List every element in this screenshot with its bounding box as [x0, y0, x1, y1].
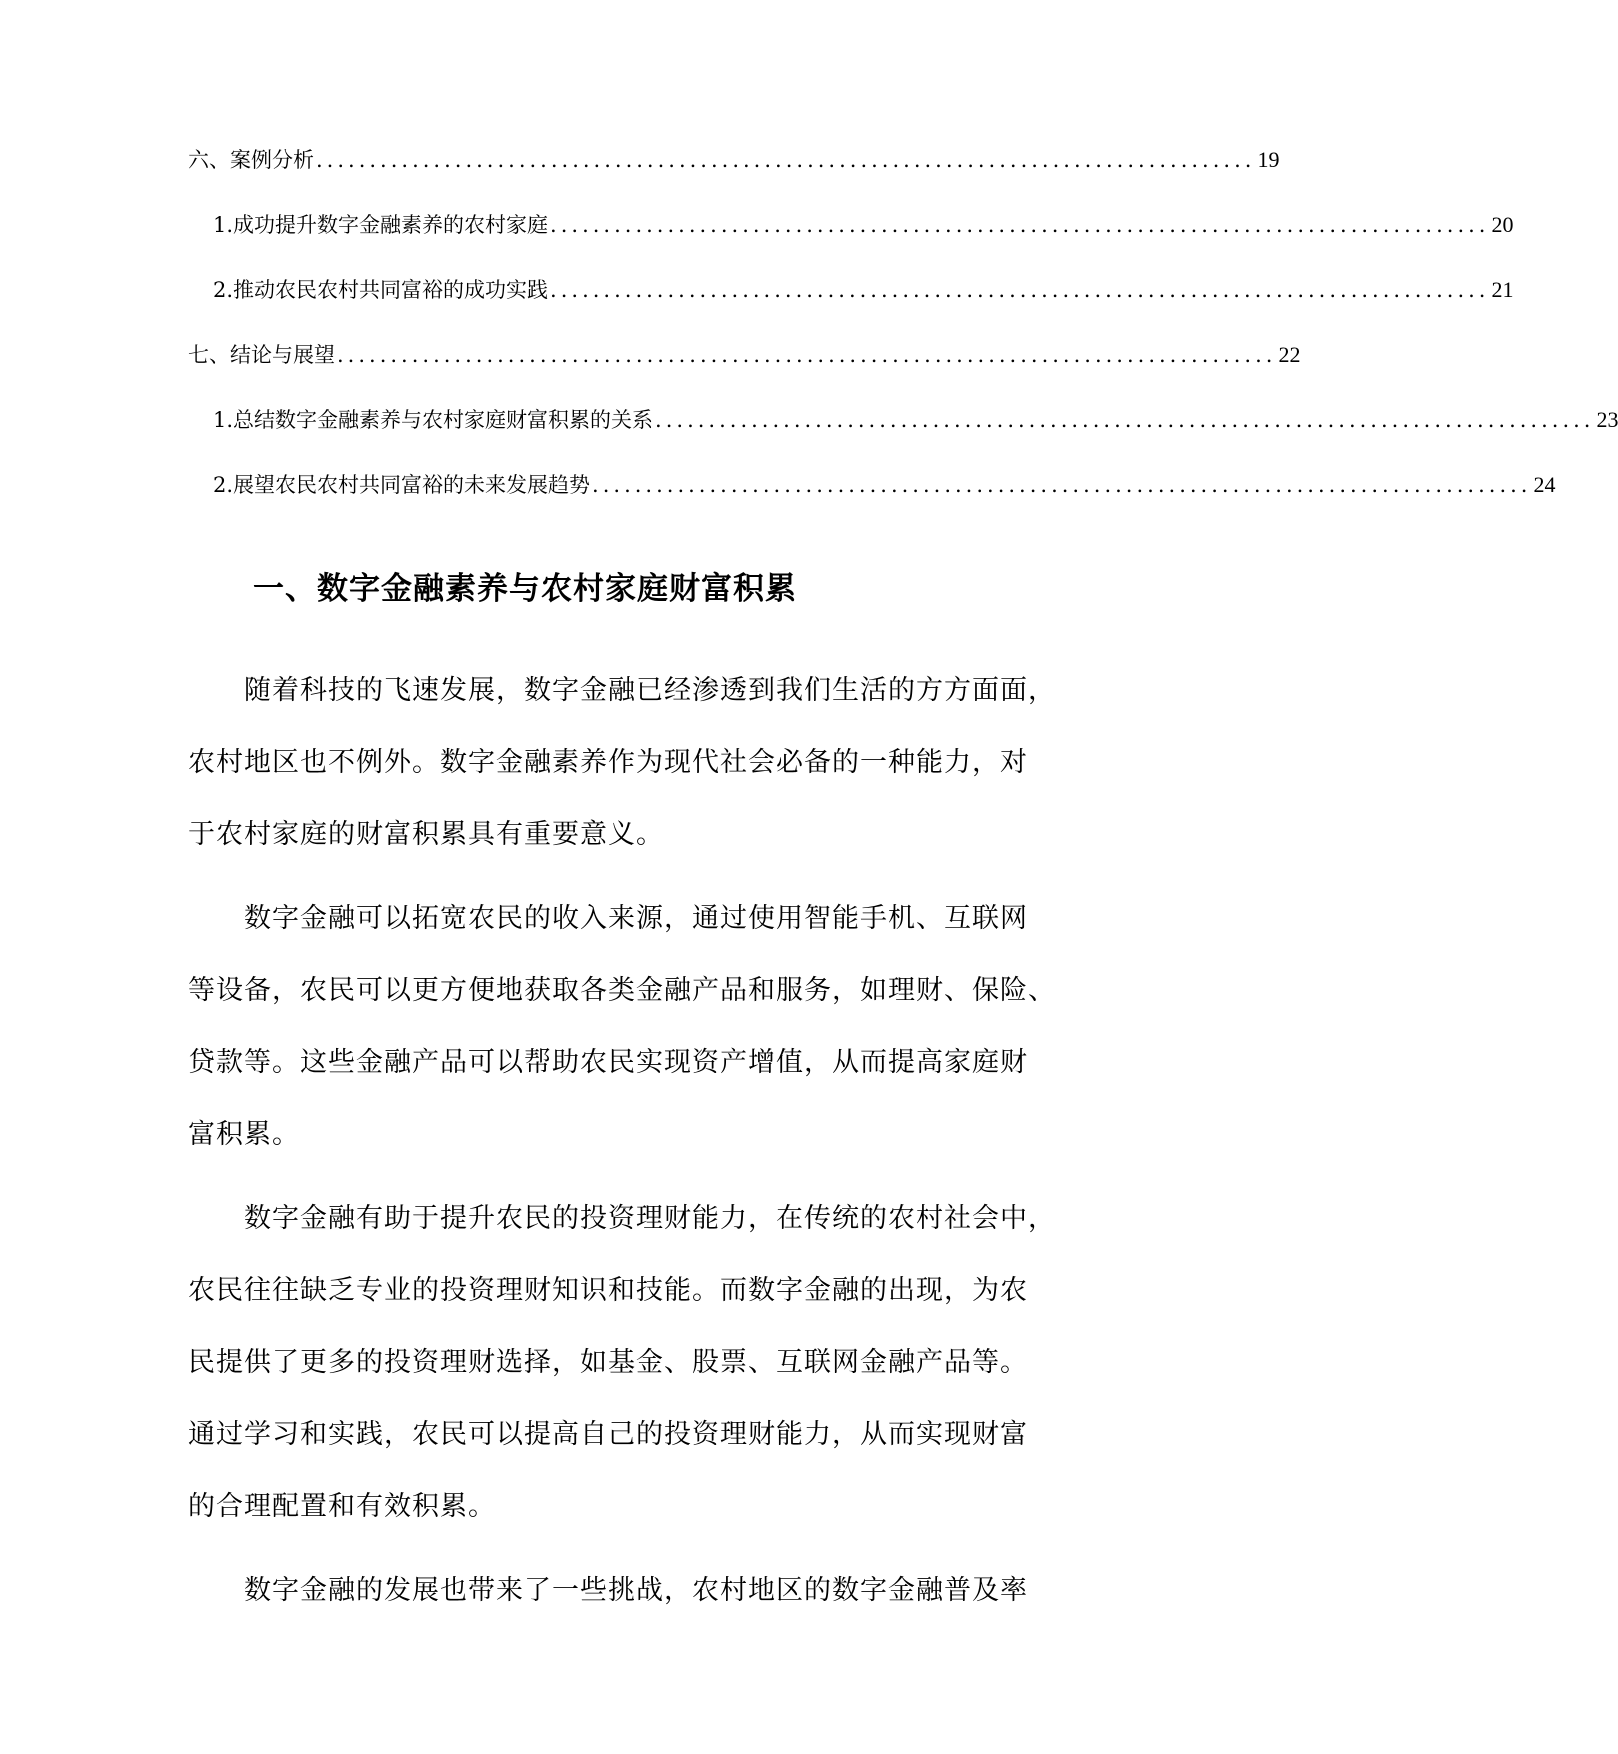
toc-leader-dots: ........................................................................................: [550, 213, 1490, 237]
paragraph: [188, 1555, 1048, 1627]
toc-entry-page: 20: [1491, 212, 1514, 237]
toc-leader-dots: ........................................................................................: [592, 473, 1532, 497]
toc-entry-label: 展望农民农村共同富裕的未来发展趋势: [233, 473, 591, 497]
paragraph-line: 农民往往缺乏专业的投资理财知识和技能。而数字金融的出现，为农: [188, 1275, 1028, 1306]
toc-entry[interactable]: [188, 340, 1301, 405]
toc-entry-page: 19: [1257, 147, 1280, 172]
section-heading: 一、数字金融素养与农村家庭财富积累: [253, 571, 797, 607]
paragraph-line: 随着科技的飞速发展，数字金融已经渗透到我们生活的方方面面，: [244, 675, 1056, 706]
toc-entry-label: 六、案例分析: [188, 148, 314, 172]
toc-entry-label: 总结数字金融素养与农村家庭财富积累的关系: [233, 408, 654, 432]
toc-entry[interactable]: [188, 405, 1618, 470]
toc-entry-number: 1.: [213, 213, 234, 237]
toc-entry-number: 2.: [213, 473, 234, 497]
paragraph-line: 富积累。: [188, 1119, 300, 1150]
paragraph-line: 数字金融有助于提升农民的投资理财能力，在传统的农村社会中，: [244, 1203, 1056, 1234]
toc-entry[interactable]: [188, 275, 1514, 340]
paragraph: [188, 655, 1056, 871]
paragraph-line: 数字金融可以拓宽农民的收入来源，通过使用智能手机、互联网: [244, 903, 1028, 934]
paragraph-line: 农村地区也不例外。数字金融素养作为现代社会必备的一种能力，对: [188, 747, 1028, 778]
paragraph-line: 贷款等。这些金融产品可以帮助农民实现资产增值，从而提高家庭财: [188, 1047, 1028, 1078]
paragraph-line: 数字金融的发展也带来了一些挑战，农村地区的数字金融普及率: [244, 1575, 1028, 1606]
toc-entry-label: 七、结论与展望: [188, 343, 335, 367]
toc-entry[interactable]: [188, 210, 1514, 275]
table-of-contents: [188, 145, 1618, 535]
toc-entry-label: 成功提升数字金融素养的农村家庭: [233, 213, 549, 237]
toc-entry[interactable]: [188, 145, 1280, 210]
toc-entry-page: 22: [1278, 342, 1301, 367]
paragraph-line: 等设备，农民可以更方便地获取各类金融产品和服务，如理财、保险、: [188, 975, 1056, 1006]
toc-entry-page: 21: [1491, 277, 1514, 302]
paragraph-line: 民提供了更多的投资理财选择，如基金、股票、互联网金融产品等。: [188, 1347, 1028, 1378]
toc-leader-dots: ........................................................................................: [550, 278, 1490, 302]
toc-entry-label: 推动农民农村共同富裕的成功实践: [233, 278, 549, 302]
paragraph-line: 通过学习和实践，农民可以提高自己的投资理财能力，从而实现财富: [188, 1419, 1028, 1450]
toc-leader-dots: ........................................................................................: [655, 408, 1595, 432]
toc-entry-page: 24: [1533, 472, 1556, 497]
toc-entry[interactable]: [188, 470, 1556, 535]
paragraph: [188, 1183, 1056, 1543]
paragraph: [188, 883, 1056, 1171]
toc-entry-number: 1.: [213, 408, 234, 432]
paragraph-line: 的合理配置和有效积累。: [188, 1491, 496, 1522]
paragraph-line: 于农村家庭的财富积累具有重要意义。: [188, 819, 664, 850]
toc-entry-number: 2.: [213, 278, 234, 302]
toc-leader-dots: ........................................................................................: [316, 148, 1256, 172]
body-text: [188, 655, 1056, 1639]
toc-leader-dots: ........................................................................................: [337, 343, 1277, 367]
toc-entry-page: 23: [1596, 407, 1618, 432]
